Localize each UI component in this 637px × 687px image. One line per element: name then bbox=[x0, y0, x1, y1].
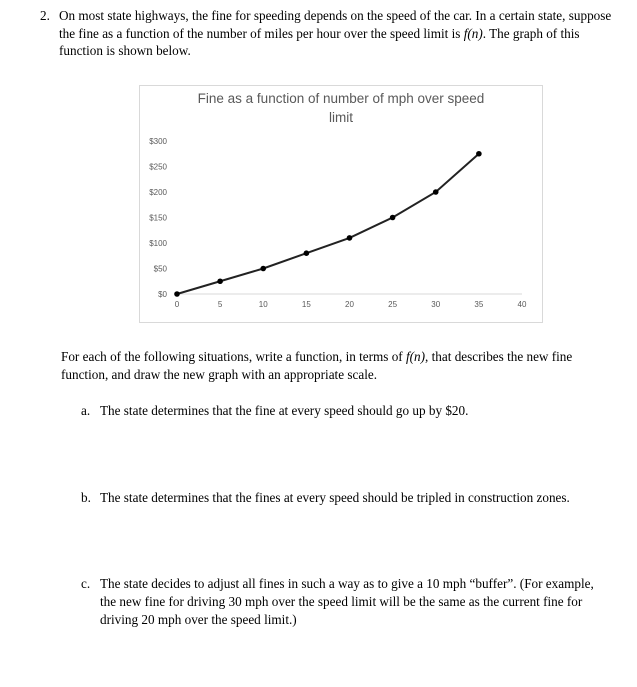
data-point bbox=[476, 151, 482, 157]
x-tick-label: 0 bbox=[174, 300, 180, 309]
data-point bbox=[217, 278, 223, 284]
chart-plot-area bbox=[140, 86, 542, 322]
problem-text-after: . The graph of this function is shown below. bbox=[59, 25, 580, 58]
x-tick-label: 5 bbox=[217, 300, 223, 309]
data-point bbox=[347, 235, 353, 241]
x-tick-label: 20 bbox=[345, 300, 354, 309]
item-b-label: b. bbox=[81, 490, 91, 505]
instructions-function-notation: f(n) bbox=[406, 349, 426, 364]
data-point bbox=[174, 291, 180, 297]
x-tick-labels bbox=[175, 300, 527, 309]
x-tick-label: 25 bbox=[388, 300, 398, 309]
instructions-text-after: , that describes the new fine function, and draw the new graph with an appropriate scale. bbox=[61, 349, 573, 382]
series-line-fine bbox=[177, 154, 479, 294]
y-tick-label: $0 bbox=[158, 290, 167, 299]
x-tick-label: 40 bbox=[517, 300, 527, 309]
item-b-text: The state determines that the fines at every speed should be tripled in construction zones. bbox=[100, 490, 570, 505]
problem-function-notation: f(n) bbox=[463, 25, 483, 41]
problem-text-before: On most state highways, the fine for speeding depends on the speed of the car. In a certain state, suppose the fine as a function of the number of miles per hour over the speed limit is bbox=[59, 8, 612, 41]
problem-text bbox=[59, 7, 619, 60]
series-points bbox=[174, 151, 481, 297]
y-tick-label: $150 bbox=[149, 213, 167, 223]
chart-title-line-1: Fine as a function of number of mph over speed bbox=[197, 91, 485, 106]
y-tick-labels bbox=[149, 137, 167, 299]
problem-number: 2. bbox=[40, 8, 50, 23]
chart-title-line-2: limit bbox=[329, 110, 353, 125]
x-tick-label: 15 bbox=[301, 300, 311, 309]
item-c-label: c. bbox=[81, 576, 91, 591]
y-tick-label: $100 bbox=[149, 239, 167, 248]
y-tick-label: $250 bbox=[149, 162, 167, 172]
instructions bbox=[61, 348, 621, 384]
item-a-label: a. bbox=[81, 403, 91, 418]
instructions-text-before: For each of the following situations, write a function, in terms of bbox=[61, 349, 406, 364]
x-tick-label: 10 bbox=[258, 300, 268, 309]
data-point bbox=[433, 189, 439, 195]
x-tick-label: 30 bbox=[431, 300, 441, 309]
y-tick-label: $200 bbox=[149, 188, 167, 197]
data-point bbox=[304, 250, 310, 256]
item-a-text: The state determines that the fine at every speed should go up by $20. bbox=[100, 403, 469, 418]
fine-chart bbox=[139, 85, 543, 323]
y-tick-label: $300 bbox=[149, 137, 167, 146]
data-point bbox=[390, 215, 396, 221]
item-c-text: The state decides to adjust all fines in such a way as to give a 10 mph “buffer”. (For example, the new fine for driving 30 mph over the speed limit will be the same as the current fine for driving 20 mph over the speed limit.) bbox=[100, 576, 594, 627]
y-tick-label: $50 bbox=[153, 264, 167, 274]
x-tick-label: 35 bbox=[474, 300, 484, 309]
data-point bbox=[260, 266, 266, 272]
